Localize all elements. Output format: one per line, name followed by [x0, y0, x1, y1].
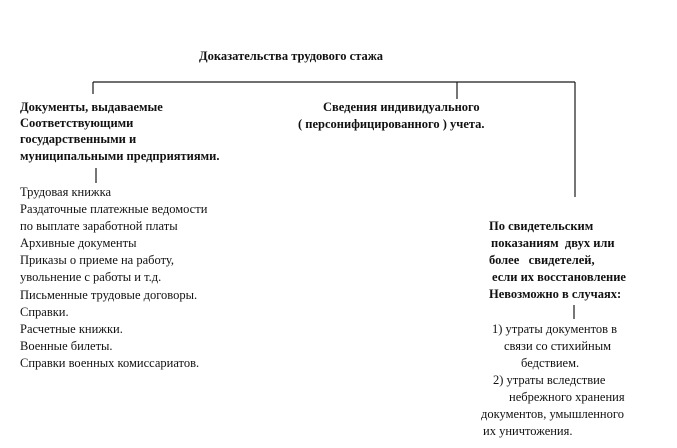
witnesses-header-line: показаниям двух или [491, 236, 615, 250]
documents-header-line: Документы, выдаваемые [20, 100, 163, 114]
witnesses-header-line: По свидетельским [489, 219, 594, 233]
case-line: связи со стихийным [504, 339, 612, 353]
documents-header-line: государственными и [20, 132, 137, 146]
case-line: 2) утраты вследствие [493, 373, 606, 387]
list-item: Справки военных комиссариатов. [20, 356, 200, 370]
list-item: Военные билеты. [20, 339, 113, 353]
list-item: увольнение с работы и т.д. [20, 270, 162, 284]
personal-records-header-line: ( персонифицированного ) учета. [298, 117, 485, 131]
case-line: их уничтожения. [483, 424, 573, 438]
list-item: Расчетные книжки. [20, 322, 123, 336]
list-item: Архивные документы [20, 236, 137, 250]
list-item: Письменные трудовые договоры. [20, 288, 198, 302]
documents-header-line: муниципальными предприятиями. [20, 149, 220, 163]
personal-records-header-line: Сведения индивидуального [323, 100, 480, 114]
case-line: бедствием. [521, 356, 580, 370]
case-line: небрежного хранения [509, 390, 625, 404]
list-item: Приказы о приеме на работу, [20, 253, 175, 267]
witnesses-header-line: Невозможно в случаях: [489, 287, 622, 301]
documents-header-line: Соответствующими [20, 116, 134, 130]
list-item: по выплате заработной платы [20, 219, 178, 233]
diagram-title: Доказательства трудового стажа [199, 49, 384, 63]
witnesses-header-line: более свидетелей, [489, 253, 595, 267]
case-line: 1) утраты документов в [492, 322, 618, 336]
list-item: Раздаточные платежные ведомости [20, 202, 208, 216]
case-line: документов, умышленного [481, 407, 624, 421]
witnesses-header-line: если их восстановление [492, 270, 626, 284]
list-item: Справки. [20, 305, 69, 319]
list-item: Трудовая книжка [20, 185, 111, 199]
